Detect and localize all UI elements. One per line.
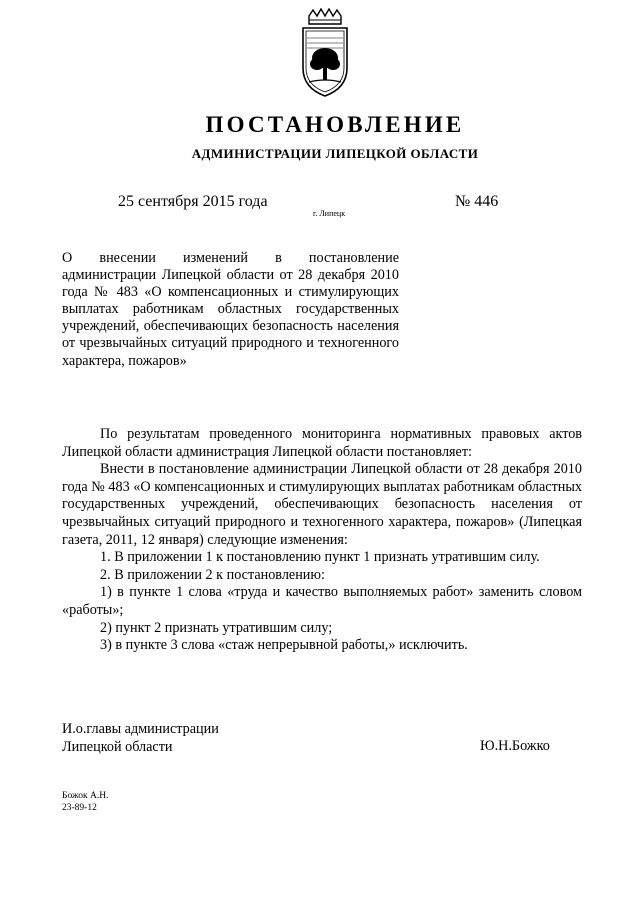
- document-number: № 446: [455, 193, 499, 210]
- body-paragraph: 2) пункт 2 признать утратившим силу;: [100, 619, 333, 636]
- signatory-position-line2: Липецкой области: [62, 739, 173, 755]
- executor-info: [62, 790, 109, 814]
- signatory-name: Ю.Н.Божко: [480, 738, 550, 754]
- body-paragraph: Внести в постановление администрации Липецкой области от 28 декабря 2010 года № 483 «О компенсационных и стимулирующих выплатах работникам областных государственных учреждений, обеспечивающих безопасность населения от чрезвычайных ситуаций природного и техногенного характера, пожаров» (Липецкая газета, 2011, 12 января) следующие изменения:: [62, 461, 582, 548]
- body-paragraph: 2. В приложении 2 к постановлению:: [100, 566, 325, 583]
- document-title: ПОСТАНОВЛЕНИЕ: [205, 112, 465, 137]
- document-subject: О внесении изменений в постановление администрации Липецкой области от 28 декабря 2010 года № 483 «О компенсационных и стимулирующих выплатах работникам областных государственных учреждений, обеспечивающих безопасность населения от чрезвычайных ситуаций природного и техногенного характера, пожаров»: [62, 250, 399, 369]
- body-paragraph: По результатам проведенного мониторинга нормативных правовых актов Липецкой области администрация Липецкой области постановляет:: [62, 426, 582, 460]
- coat-of-arms-icon: [295, 8, 355, 100]
- executor-name: Божок А.Н.: [62, 791, 109, 801]
- executor-phone: 23-89-12: [62, 803, 97, 813]
- document-date: 25 сентября 2015 года: [118, 193, 268, 210]
- signatory-position-line1: И.о.главы администрации: [62, 721, 219, 737]
- document-body: [62, 426, 582, 655]
- signatory-position: [62, 720, 219, 756]
- body-paragraph: 1. В приложении 1 к постановлению пункт 1 признать утратившим силу.: [100, 549, 540, 566]
- body-paragraph: 3) в пункте 3 слова «стаж непрерывной работы,» исключить.: [100, 637, 468, 654]
- document-subtitle: АДМИНИСТРАЦИИ ЛИПЕЦКОЙ ОБЛАСТИ: [191, 146, 479, 161]
- document-city: г. Липецк: [313, 209, 346, 218]
- body-paragraph: 1) в пункте 1 слова «труда и качество выполняемых работ» заменить словом «работы»;: [62, 584, 582, 618]
